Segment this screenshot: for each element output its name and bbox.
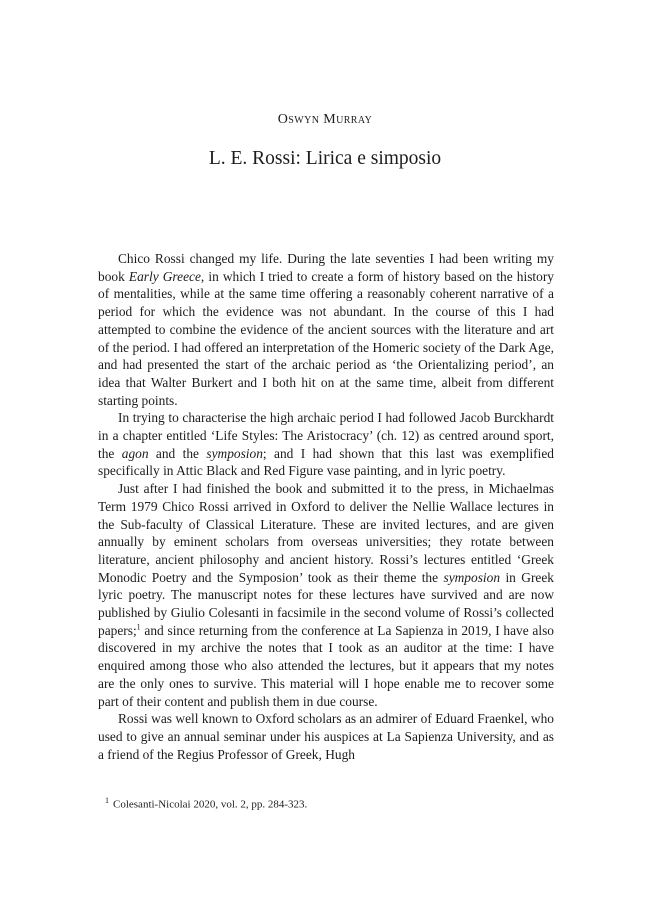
text-run: In trying to characterise the high archaic period I had followed Jacob Burckhardt in a chapter entitled ‘Life Styles: The Aristocracy’ (ch. 12) as centred around sport, the xyxy=(98,410,554,461)
footnote-text: Colesanti-Nicolai 2020, vol. 2, pp. 284-323. xyxy=(113,798,308,811)
article-title: L. E. Rossi: Lirica e simposio xyxy=(208,148,442,169)
italic-term: symposion xyxy=(443,569,501,585)
article-body xyxy=(98,250,554,763)
footnote-reference[interactable]: 1 xyxy=(136,622,141,632)
italic-term: symposion xyxy=(206,445,263,461)
paragraph-3 xyxy=(98,480,554,710)
text-run: Just after I had finished the book and submitted it to the press, in Michaelmas Term 1979 Chico Rossi arrived in Oxford to deliver the Nellie Wallace lectures in the Sub-faculty of Classical Literature. These are invited lectures, and are given annually by eminent scholars from overseas universities; they rotate between literature, ancient philosophy and ancient history. Rossi’s lectures entitled ‘Greek Monodic Poetry and the Symposion’ took as their theme the xyxy=(98,481,554,585)
paragraph-4: Rossi was well known to Oxford scholars as an admirer of Eduard Fraenkel, who used to give an annual seminar under his auspices at La Sapienza University, and as a friend of the Regius Professor of Greek, Hugh xyxy=(98,711,554,762)
text-run: and since returning from the conference at La Sapienza in 2019, I have also discovered in my archive the notes that I took as an auditor at the time: I have enquired among those who also attended the lectures, but it appears that my notes are the only ones to survive. This material will I hope enable me to recover some part of their content and publish them in due course. xyxy=(98,622,554,709)
paragraph-1 xyxy=(98,250,554,409)
text-run: Chico Rossi changed my life. During the late seventies I had been writing my book xyxy=(98,251,554,284)
text-run: , in which I tried to create a form of history based on the history of mentalities, while at the same time offering a reasonably coherent narrative of a period for which the evidence was not abundant. In the course of this I had attempted to combine the evidence of the ancient sources with the literature and art of the period. I had offered an interpretation of the Homeric society of the Dark Age, and had presented the start of the archaic period as ‘the Orientalizing period’, an idea that Walter Burkert and I both hit on at the same time, albeit from different starting points. xyxy=(98,268,554,408)
text-run: in Greek lyric poetry. The manuscript notes for these lectures have survived and are now published by Giulio Colesanti in facsimile in the second volume of Rossi’s collected papers; xyxy=(98,569,554,638)
italic-term: agon xyxy=(121,445,149,461)
footnote xyxy=(105,794,565,812)
footnote-number: 1 xyxy=(105,796,109,805)
paragraph-2 xyxy=(98,409,554,480)
text-run: and the xyxy=(148,445,207,461)
book-title: Early Greece xyxy=(128,268,201,284)
author-name: Oswyn Murray xyxy=(277,112,373,127)
text-run: ; and I had shown that this last was exemplified specifically in Attic Black and Red Figure vase painting, and in lyric poetry. xyxy=(98,445,554,479)
